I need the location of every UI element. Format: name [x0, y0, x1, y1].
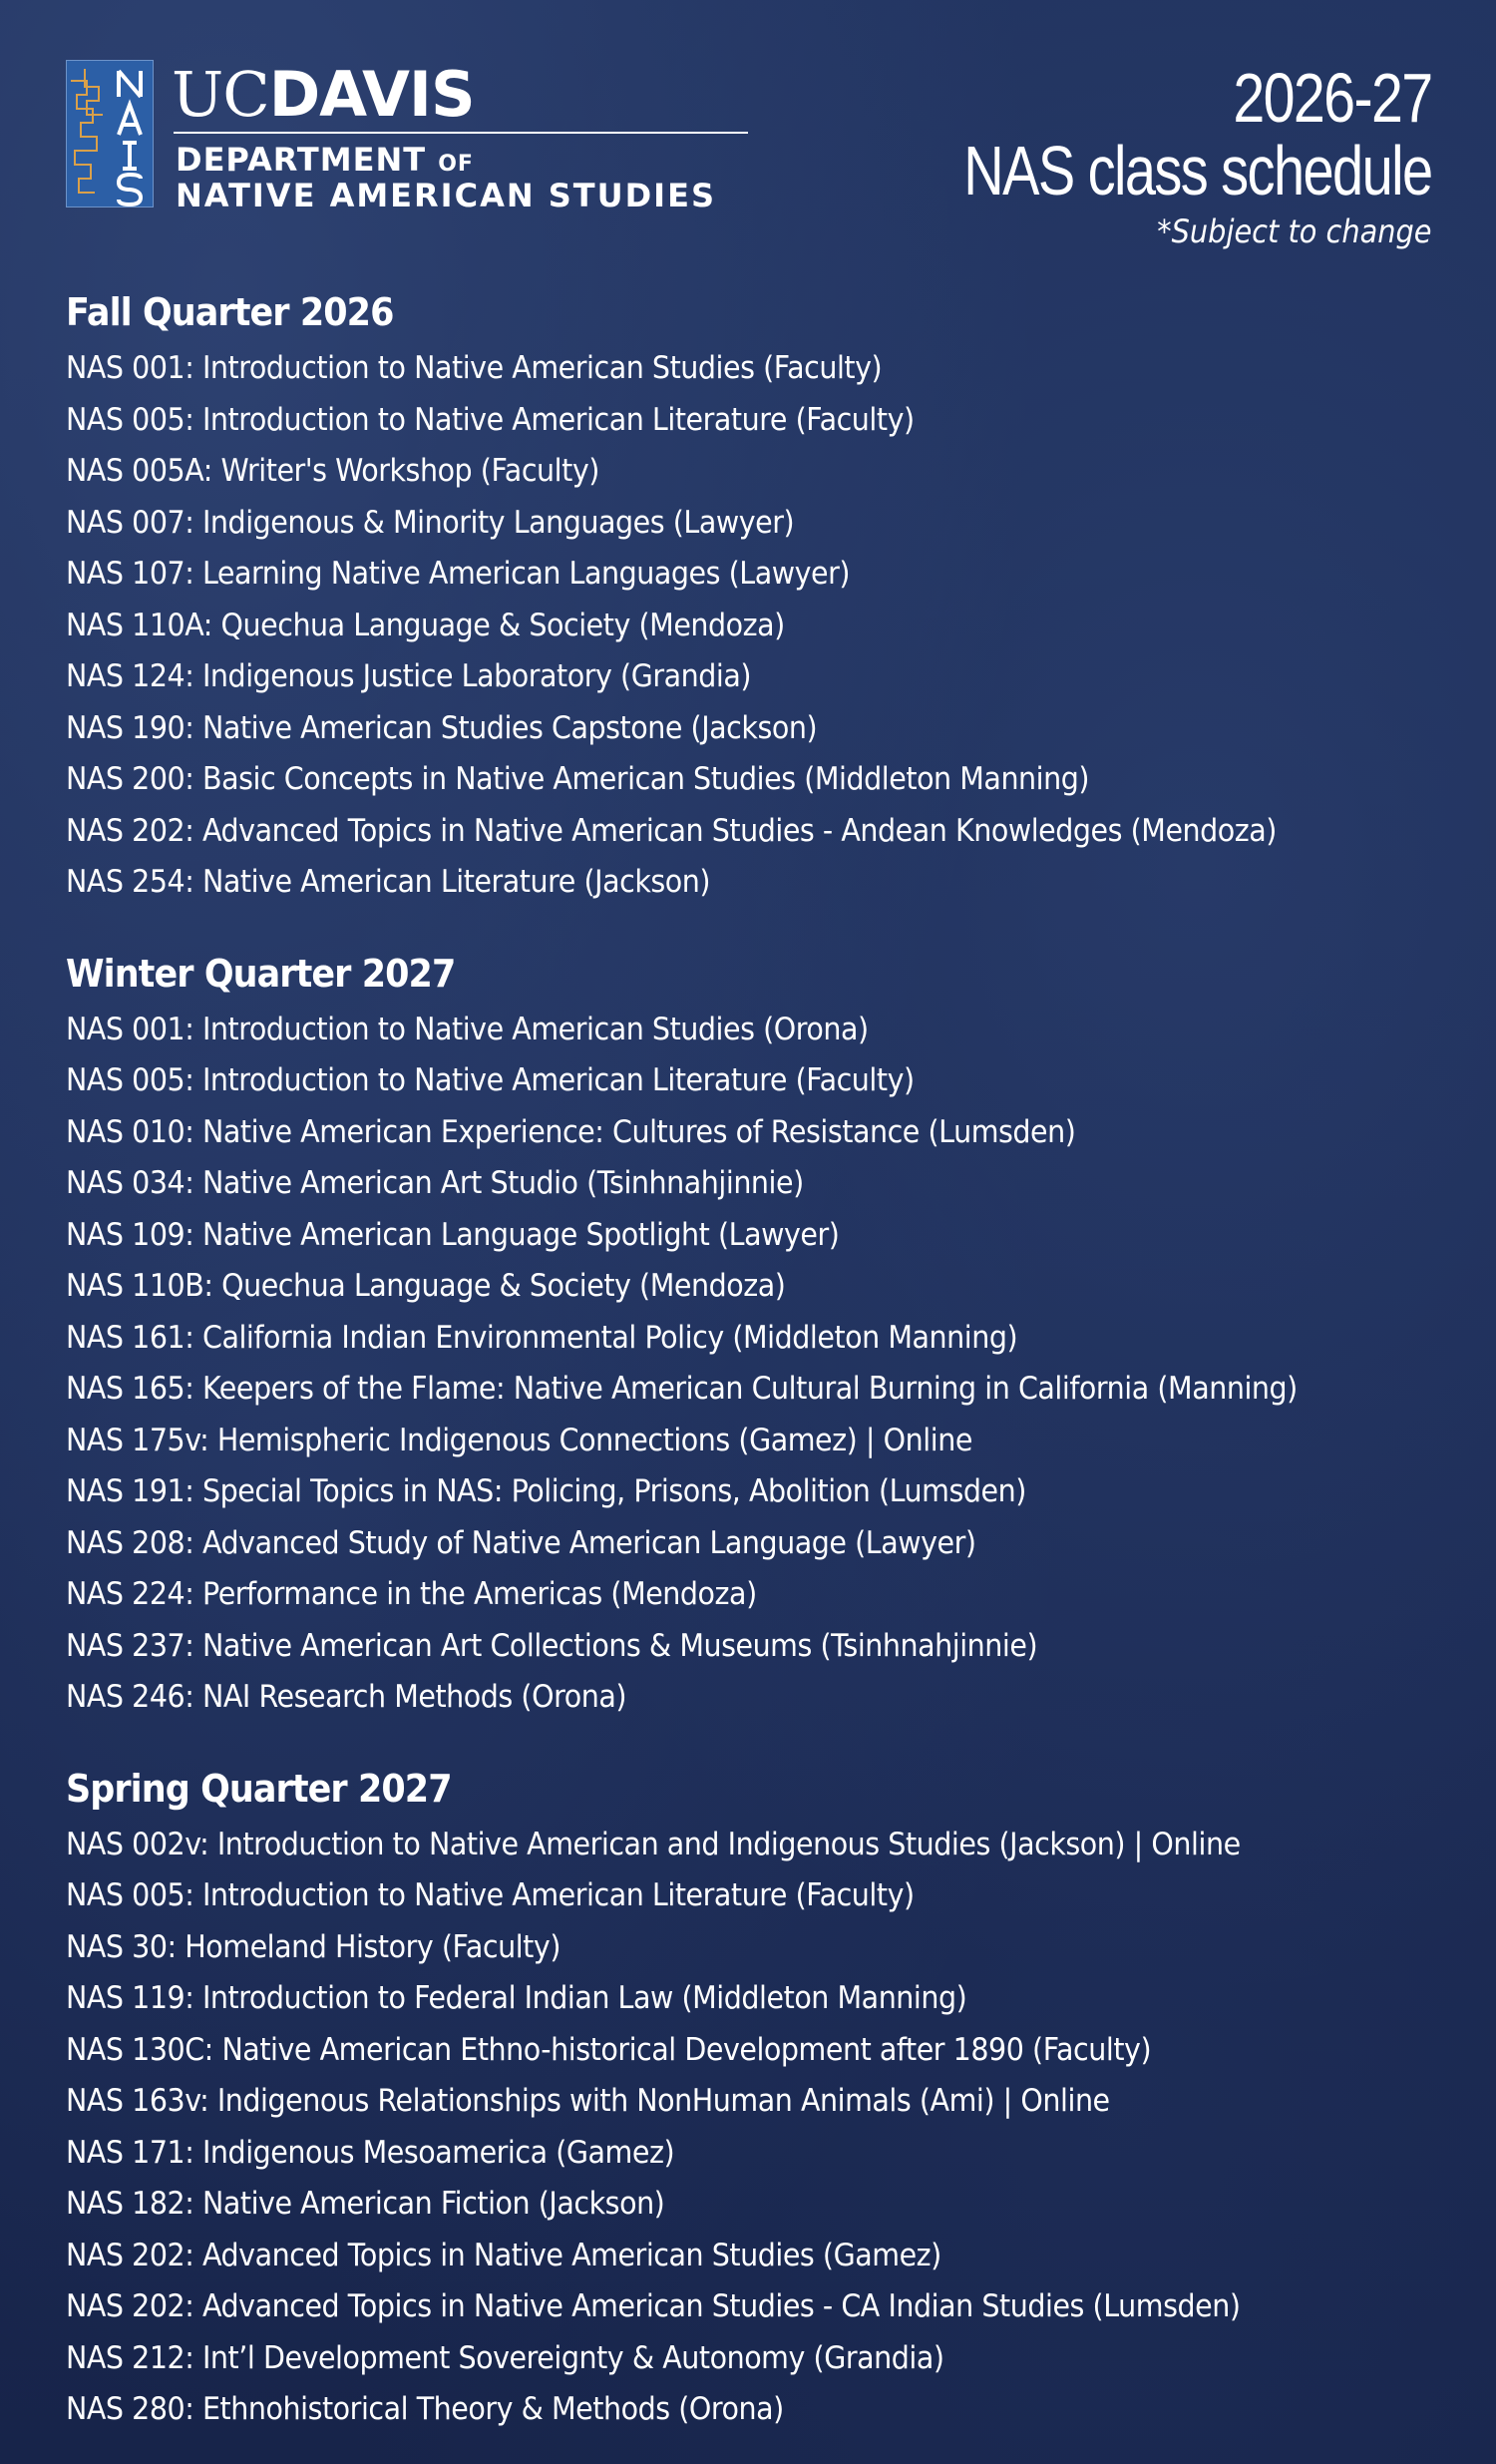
course-item: NAS 034: Native American Art Studio (Tsinhnahjinnie)	[66, 1165, 804, 1201]
course-item: NAS 010: Native American Experience: Cultures of Resistance (Lumsden)	[66, 1113, 1076, 1150]
course-item: NAS 30: Homeland History (Faculty)	[66, 1928, 561, 1965]
subject-to-change-note: *Subject to change	[1157, 212, 1432, 250]
course-item: NAS 202: Advanced Topics in Native American Studies - CA Indian Studies (Lumsden)	[66, 2288, 1241, 2324]
course-item: NAS 110A: Quechua Language & Society (Mendoza)	[66, 607, 785, 643]
title-year: 2026-27	[1233, 59, 1432, 137]
course-item: NAS 163v: Indigenous Relationships with NonHuman Animals (Ami) | Online	[66, 2083, 1110, 2119]
course-item: NAS 175v: Hemispheric Indigenous Connections (Gamez) | Online	[66, 1422, 972, 1458]
nais-monogram-logo	[66, 60, 154, 207]
course-item: NAS 212: Int’l Development Sovereignty & Autonomy (Grandia)	[66, 2339, 944, 2376]
course-item: NAS 110B: Quechua Language & Society (Mendoza)	[66, 1268, 786, 1304]
department-name: NATIVE AMERICAN STUDIES	[176, 177, 716, 214]
course-item: NAS 005: Introduction to Native American Literature (Faculty)	[66, 1062, 915, 1098]
course-item: NAS 191: Special Topics in NAS: Policing, Prisons, Abolition (Lumsden)	[66, 1473, 1026, 1509]
course-item: NAS 005: Introduction to Native American Literature (Faculty)	[66, 401, 915, 438]
title-block	[847, 60, 1432, 251]
quarter-spring	[66, 1764, 1462, 2436]
course-item: NAS 130C: Native American Ethno-historical Development after 1890 (Faculty)	[66, 2031, 1152, 2068]
course-item: NAS 119: Introduction to Federal Indian Law (Middleton Manning)	[66, 1980, 967, 2016]
course-item: NAS 224: Performance in the Americas (Mendoza)	[66, 1576, 757, 1612]
course-item: NAS 208: Advanced Study of Native American Language (Lawyer)	[66, 1524, 976, 1561]
course-item: NAS 109: Native American Language Spotlight (Lawyer)	[66, 1216, 840, 1253]
course-item: NAS 202: Advanced Topics in Native American Studies - Andean Knowledges (Mendoza)	[66, 812, 1277, 849]
course-item: NAS 124: Indigenous Justice Laboratory (Grandia)	[66, 658, 752, 694]
quarter-title: Fall Quarter 2026	[66, 290, 394, 334]
course-item: NAS 002v: Introduction to Native American and Indigenous Studies (Jackson) | Online	[66, 1826, 1241, 1862]
course-item: NAS 001: Introduction to Native American Studies (Orona)	[66, 1011, 869, 1047]
quarter-title: Spring Quarter 2027	[66, 1766, 452, 1811]
course-list	[66, 1005, 1462, 1724]
course-item: NAS 161: California Indian Environmental Policy (Middleton Manning)	[66, 1319, 1018, 1356]
course-item: NAS 171: Indigenous Mesoamerica (Gamez)	[66, 2134, 675, 2171]
quarter-title: Winter Quarter 2027	[66, 951, 456, 996]
course-item: NAS 182: Native American Fiction (Jackson)	[66, 2186, 665, 2222]
course-item: NAS 190: Native American Studies Capstone (Jackson)	[66, 709, 818, 746]
course-item: NAS 005: Introduction to Native American Literature (Faculty)	[66, 1877, 915, 1913]
course-list	[66, 343, 1462, 909]
logo-divider	[174, 132, 748, 134]
nais-monogram-icon	[67, 61, 155, 208]
page-title: NAS class schedule	[963, 132, 1432, 209]
department-word: DEPARTMENT	[176, 141, 427, 179]
course-item: NAS 280: Ethnohistorical Theory & Methods (Orona)	[66, 2391, 784, 2427]
course-item: NAS 254: Native American Literature (Jackson)	[66, 864, 711, 900]
course-item: NAS 165: Keepers of the Flame: Native American Cultural Burning in California (Manning)	[66, 1371, 1298, 1407]
course-item: NAS 202: Advanced Topics in Native American Studies (Gamez)	[66, 2237, 941, 2273]
course-item: NAS 237: Native American Art Collections & Museums (Tsinhnahjinnie)	[66, 1627, 1038, 1664]
course-item: NAS 001: Introduction to Native American Studies (Faculty)	[66, 350, 883, 386]
course-list	[66, 1820, 1462, 2436]
course-item: NAS 246: NAI Research Methods (Orona)	[66, 1679, 627, 1715]
quarter-fall	[66, 287, 1462, 909]
quarter-winter	[66, 949, 1462, 1724]
course-item: NAS 200: Basic Concepts in Native American Studies (Middleton Manning)	[66, 761, 1090, 797]
uc-text: UC	[172, 58, 269, 131]
course-item: NAS 005A: Writer's Workshop (Faculty)	[66, 453, 599, 489]
department-of: OF	[438, 152, 474, 177]
ucdavis-wordmark	[172, 58, 475, 131]
davis-text: DAVIS	[268, 58, 475, 131]
course-item: NAS 007: Indigenous & Minority Languages (Lawyer)	[66, 504, 795, 541]
course-item: NAS 107: Learning Native American Languages (Lawyer)	[66, 556, 851, 592]
ucdavis-nas-logo	[66, 58, 716, 214]
course-schedule	[66, 287, 1462, 2464]
